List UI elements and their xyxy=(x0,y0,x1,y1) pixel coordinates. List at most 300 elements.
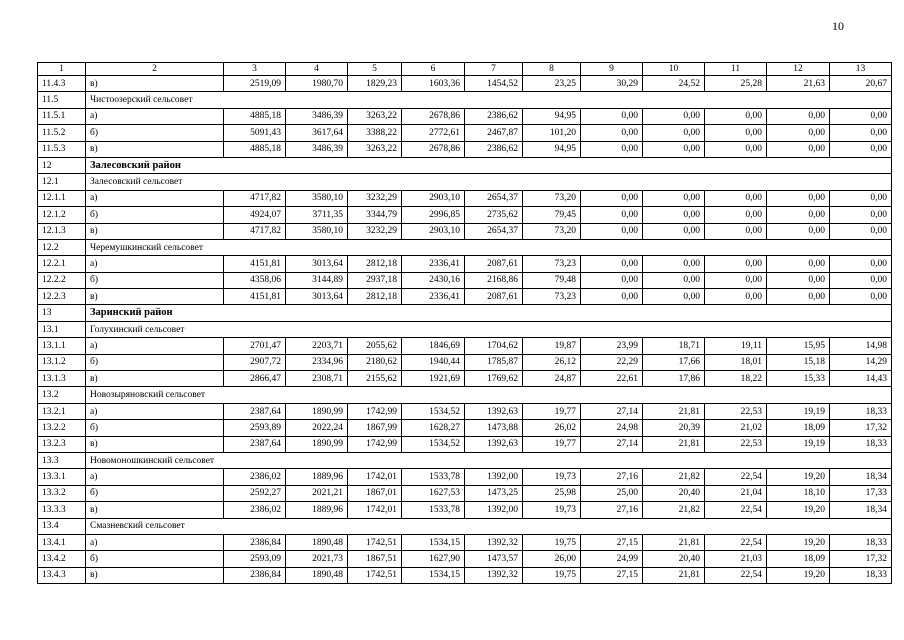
value-cell: 18,22 xyxy=(705,371,767,387)
value-cell: 18,33 xyxy=(830,436,892,452)
value-cell: 27,16 xyxy=(581,502,643,518)
table-row xyxy=(38,223,892,239)
section-row xyxy=(38,239,892,255)
value-cell: 2087,61 xyxy=(465,289,523,305)
value-cell: 1867,99 xyxy=(348,420,402,436)
value-cell: 3486,39 xyxy=(286,108,348,124)
value-cell: 27,14 xyxy=(581,403,643,419)
value-cell: 22,54 xyxy=(705,567,767,583)
row-option: а) xyxy=(86,338,224,354)
table-row xyxy=(38,190,892,206)
table-row xyxy=(38,272,892,288)
value-cell: 1867,01 xyxy=(348,485,402,501)
table-row xyxy=(38,485,892,501)
value-cell: 0,00 xyxy=(581,141,643,157)
value-cell: 0,00 xyxy=(581,256,643,272)
value-cell: 20,67 xyxy=(830,76,892,92)
column-number-9: 9 xyxy=(581,63,643,76)
value-cell: 1534,52 xyxy=(402,403,465,419)
row-code: 13.4.3 xyxy=(38,567,86,583)
value-cell: 2937,18 xyxy=(348,272,402,288)
value-cell: 18,71 xyxy=(643,338,705,354)
value-cell: 27,16 xyxy=(581,469,643,485)
table-row xyxy=(38,108,892,124)
value-cell: 19,19 xyxy=(767,403,830,419)
value-cell: 0,00 xyxy=(830,141,892,157)
value-cell: 1473,57 xyxy=(465,551,523,567)
column-number-7: 7 xyxy=(465,63,523,76)
section-title: Залесовский сельсовет xyxy=(86,174,892,190)
value-cell: 18,09 xyxy=(767,551,830,567)
value-cell: 0,00 xyxy=(643,272,705,288)
row-code: 13.1.2 xyxy=(38,354,86,370)
value-cell: 19,20 xyxy=(767,502,830,518)
value-cell: 0,00 xyxy=(705,256,767,272)
table-row xyxy=(38,289,892,305)
district-title: Залесовский район xyxy=(86,157,892,173)
section-row xyxy=(38,452,892,468)
value-cell: 73,20 xyxy=(523,223,581,239)
row-code: 13 xyxy=(38,305,86,321)
value-cell: 2021,21 xyxy=(286,485,348,501)
value-cell: 21,03 xyxy=(705,551,767,567)
value-cell: 19,73 xyxy=(523,502,581,518)
value-cell: 2593,89 xyxy=(224,420,286,436)
table-row xyxy=(38,420,892,436)
value-cell: 2812,18 xyxy=(348,256,402,272)
value-cell: 17,86 xyxy=(643,371,705,387)
table-row xyxy=(38,551,892,567)
section-row xyxy=(38,92,892,108)
value-cell: 19,77 xyxy=(523,403,581,419)
value-cell: 20,40 xyxy=(643,485,705,501)
section-title: Смазневский сельсовет xyxy=(86,518,892,534)
section-title: Чистоозерский сельсовет xyxy=(86,92,892,108)
table-row xyxy=(38,256,892,272)
value-cell: 0,00 xyxy=(830,125,892,141)
value-cell: 19,20 xyxy=(767,567,830,583)
row-code: 12.1.2 xyxy=(38,207,86,223)
value-cell: 3263,22 xyxy=(348,108,402,124)
value-cell: 2996,85 xyxy=(402,207,465,223)
row-code: 11.5 xyxy=(38,92,86,108)
value-cell: 0,00 xyxy=(705,223,767,239)
column-number-11: 11 xyxy=(705,63,767,76)
row-option: в) xyxy=(86,223,224,239)
value-cell: 2386,62 xyxy=(465,108,523,124)
value-cell: 1627,53 xyxy=(402,485,465,501)
value-cell: 2168,86 xyxy=(465,272,523,288)
value-cell: 20,39 xyxy=(643,420,705,436)
value-cell: 0,00 xyxy=(705,207,767,223)
column-number-4: 4 xyxy=(286,63,348,76)
value-cell: 26,12 xyxy=(523,354,581,370)
value-cell: 0,00 xyxy=(830,289,892,305)
value-cell: 1742,99 xyxy=(348,436,402,452)
value-cell: 5091,43 xyxy=(224,125,286,141)
value-cell: 2735,62 xyxy=(465,207,523,223)
value-cell: 0,00 xyxy=(705,141,767,157)
row-option: в) xyxy=(86,436,224,452)
value-cell: 17,33 xyxy=(830,485,892,501)
table-row xyxy=(38,502,892,518)
value-cell: 79,45 xyxy=(523,207,581,223)
value-cell: 0,00 xyxy=(705,108,767,124)
row-option: в) xyxy=(86,289,224,305)
column-number-13: 13 xyxy=(830,63,892,76)
value-cell: 0,00 xyxy=(767,125,830,141)
value-cell: 1742,51 xyxy=(348,567,402,583)
value-cell: 0,00 xyxy=(830,190,892,206)
row-option: б) xyxy=(86,485,224,501)
section-title: Новомоношкинский сельсовет xyxy=(86,452,892,468)
value-cell: 3580,10 xyxy=(286,190,348,206)
value-cell: 19,11 xyxy=(705,338,767,354)
value-cell: 0,00 xyxy=(830,256,892,272)
value-cell: 21,81 xyxy=(643,403,705,419)
value-cell: 1454,52 xyxy=(465,76,523,92)
value-cell: 2308,71 xyxy=(286,371,348,387)
value-cell: 21,82 xyxy=(643,469,705,485)
value-cell: 1742,51 xyxy=(348,534,402,550)
value-cell: 18,34 xyxy=(830,469,892,485)
value-cell: 0,00 xyxy=(643,125,705,141)
row-option: а) xyxy=(86,256,224,272)
value-cell: 21,82 xyxy=(643,502,705,518)
value-cell: 1890,99 xyxy=(286,436,348,452)
value-cell: 3013,64 xyxy=(286,256,348,272)
row-option: б) xyxy=(86,354,224,370)
value-cell: 22,29 xyxy=(581,354,643,370)
value-cell: 18,09 xyxy=(767,420,830,436)
value-cell: 18,34 xyxy=(830,502,892,518)
value-cell: 79,48 xyxy=(523,272,581,288)
value-cell: 3486,39 xyxy=(286,141,348,157)
value-cell: 0,00 xyxy=(767,108,830,124)
row-code: 12.2.1 xyxy=(38,256,86,272)
row-option: в) xyxy=(86,502,224,518)
row-code: 11.5.1 xyxy=(38,108,86,124)
value-cell: 1846,69 xyxy=(402,338,465,354)
row-code: 12.2.2 xyxy=(38,272,86,288)
value-cell: 15,33 xyxy=(767,371,830,387)
value-cell: 1742,01 xyxy=(348,502,402,518)
value-cell: 1742,99 xyxy=(348,403,402,419)
value-cell: 18,33 xyxy=(830,534,892,550)
value-cell: 2654,37 xyxy=(465,190,523,206)
row-code: 13.3.2 xyxy=(38,485,86,501)
value-cell: 2387,64 xyxy=(224,403,286,419)
value-cell: 1627,90 xyxy=(402,551,465,567)
value-cell: 25,98 xyxy=(523,485,581,501)
value-cell: 22,54 xyxy=(705,534,767,550)
value-cell: 22,54 xyxy=(705,469,767,485)
value-cell: 24,99 xyxy=(581,551,643,567)
value-cell: 2386,02 xyxy=(224,502,286,518)
column-number-2: 2 xyxy=(86,63,224,76)
value-cell: 2907,72 xyxy=(224,354,286,370)
value-cell: 1534,52 xyxy=(402,436,465,452)
value-cell: 1940,44 xyxy=(402,354,465,370)
value-cell: 0,00 xyxy=(581,125,643,141)
value-cell: 19,75 xyxy=(523,567,581,583)
value-cell: 1392,63 xyxy=(465,436,523,452)
value-cell: 0,00 xyxy=(830,108,892,124)
value-cell: 0,00 xyxy=(830,272,892,288)
value-cell: 3617,64 xyxy=(286,125,348,141)
table-row xyxy=(38,567,892,583)
value-cell: 3144,89 xyxy=(286,272,348,288)
value-cell: 1742,01 xyxy=(348,469,402,485)
section-row xyxy=(38,518,892,534)
row-option: б) xyxy=(86,125,224,141)
row-code: 13.3.1 xyxy=(38,469,86,485)
value-cell: 27,15 xyxy=(581,567,643,583)
table-row xyxy=(38,76,892,92)
row-code: 12.1.3 xyxy=(38,223,86,239)
row-code: 11.4.3 xyxy=(38,76,86,92)
value-cell: 2678,86 xyxy=(402,108,465,124)
value-cell: 2430,16 xyxy=(402,272,465,288)
row-option: а) xyxy=(86,403,224,419)
value-cell: 3580,10 xyxy=(286,223,348,239)
row-code: 12.2.3 xyxy=(38,289,86,305)
value-cell: 24,98 xyxy=(581,420,643,436)
value-cell: 17,66 xyxy=(643,354,705,370)
row-option: а) xyxy=(86,469,224,485)
row-code: 13.2.1 xyxy=(38,403,86,419)
value-cell: 1603,36 xyxy=(402,76,465,92)
value-cell: 101,20 xyxy=(523,125,581,141)
row-code: 13.4.2 xyxy=(38,551,86,567)
value-cell: 0,00 xyxy=(767,289,830,305)
value-cell: 20,40 xyxy=(643,551,705,567)
table-row xyxy=(38,207,892,223)
table-row xyxy=(38,125,892,141)
value-cell: 0,00 xyxy=(581,207,643,223)
value-cell: 2055,62 xyxy=(348,338,402,354)
value-cell: 2678,86 xyxy=(402,141,465,157)
value-cell: 2386,84 xyxy=(224,567,286,583)
row-option: в) xyxy=(86,141,224,157)
district-row xyxy=(38,305,892,321)
value-cell: 19,20 xyxy=(767,469,830,485)
value-cell: 0,00 xyxy=(767,272,830,288)
value-cell: 1890,48 xyxy=(286,534,348,550)
value-cell: 1704,62 xyxy=(465,338,523,354)
row-code: 13.1.3 xyxy=(38,371,86,387)
row-code: 13.1 xyxy=(38,321,86,337)
table-row xyxy=(38,141,892,157)
value-cell: 4151,81 xyxy=(224,289,286,305)
value-cell: 17,32 xyxy=(830,551,892,567)
value-cell: 30,29 xyxy=(581,76,643,92)
value-cell: 1534,15 xyxy=(402,567,465,583)
value-cell: 0,00 xyxy=(581,108,643,124)
value-cell: 26,02 xyxy=(523,420,581,436)
row-option: б) xyxy=(86,551,224,567)
value-cell: 73,23 xyxy=(523,289,581,305)
value-cell: 1769,62 xyxy=(465,371,523,387)
row-code: 11.5.3 xyxy=(38,141,86,157)
column-number-1: 1 xyxy=(38,63,86,76)
table-row xyxy=(38,354,892,370)
value-cell: 2180,62 xyxy=(348,354,402,370)
row-option: в) xyxy=(86,371,224,387)
row-code: 13.2.2 xyxy=(38,420,86,436)
value-cell: 2155,62 xyxy=(348,371,402,387)
value-cell: 4885,18 xyxy=(224,141,286,157)
value-cell: 3013,64 xyxy=(286,289,348,305)
value-cell: 1921,69 xyxy=(402,371,465,387)
value-cell: 2386,84 xyxy=(224,534,286,550)
value-cell: 18,01 xyxy=(705,354,767,370)
table-row xyxy=(38,371,892,387)
value-cell: 1829,23 xyxy=(348,76,402,92)
value-cell: 19,87 xyxy=(523,338,581,354)
value-cell: 0,00 xyxy=(830,207,892,223)
value-cell: 3388,22 xyxy=(348,125,402,141)
value-cell: 25,00 xyxy=(581,485,643,501)
value-cell: 2387,64 xyxy=(224,436,286,452)
table-row xyxy=(38,338,892,354)
column-number-10: 10 xyxy=(643,63,705,76)
value-cell: 3711,35 xyxy=(286,207,348,223)
value-cell: 19,77 xyxy=(523,436,581,452)
table-body xyxy=(38,63,892,584)
value-cell: 2386,02 xyxy=(224,469,286,485)
value-cell: 23,25 xyxy=(523,76,581,92)
value-cell: 0,00 xyxy=(643,289,705,305)
value-cell: 21,04 xyxy=(705,485,767,501)
value-cell: 4358,06 xyxy=(224,272,286,288)
district-row xyxy=(38,157,892,173)
value-cell: 15,95 xyxy=(767,338,830,354)
column-number-8: 8 xyxy=(523,63,581,76)
value-cell: 0,00 xyxy=(767,190,830,206)
row-code: 13.2 xyxy=(38,387,86,403)
value-cell: 1533,78 xyxy=(402,469,465,485)
row-code: 11.5.2 xyxy=(38,125,86,141)
value-cell: 25,28 xyxy=(705,76,767,92)
value-cell: 0,00 xyxy=(581,289,643,305)
value-cell: 1392,00 xyxy=(465,502,523,518)
value-cell: 2903,10 xyxy=(402,223,465,239)
table-row xyxy=(38,403,892,419)
value-cell: 2203,71 xyxy=(286,338,348,354)
value-cell: 1628,27 xyxy=(402,420,465,436)
value-cell: 14,98 xyxy=(830,338,892,354)
value-cell: 1392,00 xyxy=(465,469,523,485)
value-cell: 1534,15 xyxy=(402,534,465,550)
value-cell: 1980,70 xyxy=(286,76,348,92)
value-cell: 21,81 xyxy=(643,567,705,583)
district-title: Заринский район xyxy=(86,305,892,321)
value-cell: 0,00 xyxy=(705,190,767,206)
value-cell: 0,00 xyxy=(830,223,892,239)
value-cell: 3263,22 xyxy=(348,141,402,157)
value-cell: 1473,88 xyxy=(465,420,523,436)
section-row xyxy=(38,321,892,337)
value-cell: 4717,82 xyxy=(224,190,286,206)
row-code: 12.1 xyxy=(38,174,86,190)
value-cell: 2467,87 xyxy=(465,125,523,141)
row-option: б) xyxy=(86,272,224,288)
value-cell: 2812,18 xyxy=(348,289,402,305)
value-cell: 0,00 xyxy=(705,272,767,288)
value-cell: 0,00 xyxy=(643,223,705,239)
section-title: Новозыряновский сельсовет xyxy=(86,387,892,403)
value-cell: 0,00 xyxy=(767,223,830,239)
table-row xyxy=(38,469,892,485)
value-cell: 4885,18 xyxy=(224,108,286,124)
page-number: 10 xyxy=(832,19,844,33)
value-cell: 0,00 xyxy=(705,125,767,141)
value-cell: 73,23 xyxy=(523,256,581,272)
column-number-12: 12 xyxy=(767,63,830,76)
row-option: б) xyxy=(86,207,224,223)
value-cell: 0,00 xyxy=(643,108,705,124)
value-cell: 15,18 xyxy=(767,354,830,370)
value-cell: 18,10 xyxy=(767,485,830,501)
value-cell: 0,00 xyxy=(767,141,830,157)
row-code: 13.3.3 xyxy=(38,502,86,518)
value-cell: 1392,32 xyxy=(465,567,523,583)
row-option: б) xyxy=(86,420,224,436)
value-cell: 0,00 xyxy=(643,256,705,272)
value-cell: 19,73 xyxy=(523,469,581,485)
value-cell: 26,00 xyxy=(523,551,581,567)
row-code: 13.4.1 xyxy=(38,534,86,550)
row-code: 13.4 xyxy=(38,518,86,534)
value-cell: 1890,48 xyxy=(286,567,348,583)
value-cell: 21,63 xyxy=(767,76,830,92)
value-cell: 1889,96 xyxy=(286,469,348,485)
value-cell: 2386,62 xyxy=(465,141,523,157)
section-title: Черемушкинский сельсовет xyxy=(86,239,892,255)
value-cell: 0,00 xyxy=(643,190,705,206)
value-cell: 14,43 xyxy=(830,371,892,387)
value-cell: 22,53 xyxy=(705,436,767,452)
column-number-6: 6 xyxy=(402,63,465,76)
value-cell: 2701,47 xyxy=(224,338,286,354)
value-cell: 18,33 xyxy=(830,567,892,583)
section-title: Голухинский сельсовет xyxy=(86,321,892,337)
value-cell: 3232,29 xyxy=(348,223,402,239)
value-cell: 1473,25 xyxy=(465,485,523,501)
value-cell: 94,95 xyxy=(523,108,581,124)
row-code: 12.1.1 xyxy=(38,190,86,206)
value-cell: 27,14 xyxy=(581,436,643,452)
value-cell: 22,61 xyxy=(581,371,643,387)
value-cell: 1890,99 xyxy=(286,403,348,419)
section-row xyxy=(38,387,892,403)
table-row xyxy=(38,534,892,550)
value-cell: 2903,10 xyxy=(402,190,465,206)
value-cell: 14,29 xyxy=(830,354,892,370)
value-cell: 2334,96 xyxy=(286,354,348,370)
row-option: а) xyxy=(86,190,224,206)
value-cell: 0,00 xyxy=(581,272,643,288)
tariff-table xyxy=(37,62,892,584)
value-cell: 1392,32 xyxy=(465,534,523,550)
value-cell: 2336,41 xyxy=(402,256,465,272)
value-cell: 94,95 xyxy=(523,141,581,157)
value-cell: 0,00 xyxy=(643,207,705,223)
value-cell: 2772,61 xyxy=(402,125,465,141)
value-cell: 1533,78 xyxy=(402,502,465,518)
value-cell: 22,54 xyxy=(705,502,767,518)
